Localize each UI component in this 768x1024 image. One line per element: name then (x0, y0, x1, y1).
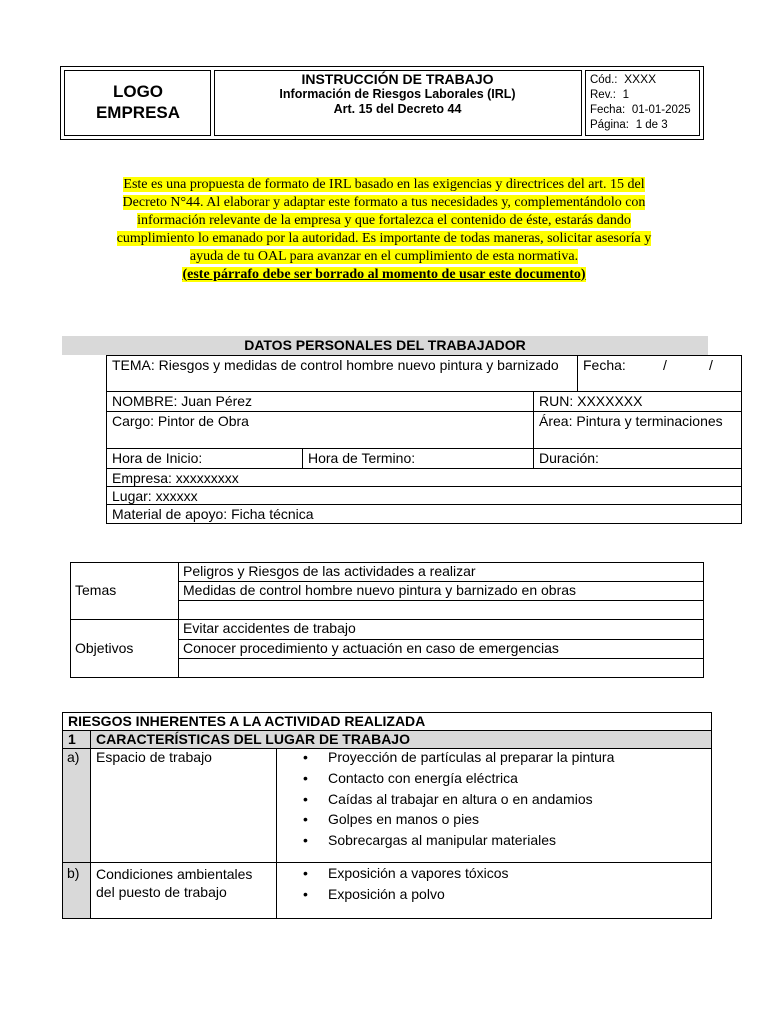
notice-text: Este es una propuesta de formato de IRL basado en las exigencias y directrices del art. 15 del Decreto N°44. Al elaborar y adaptar este formato a tus necesidades y, complementándolo con información relevante de la empresa y que fortalezca el contenido de éste, estarás dando cumplimiento lo emanado por la autoridad. Es importante de todas maneras, solicitar asesoría y ayuda de tu OAL para avanzar en el cumplimiento de esta normativa. (116, 177, 652, 264)
pagina-label: Página: (590, 119, 630, 131)
datos-personales-title: DATOS PERSONALES DEL TRABAJADOR (62, 336, 708, 355)
empresa-cell: Empresa: xxxxxxxxx (106, 468, 742, 487)
run-cell: RUN: XXXXXXX (533, 391, 742, 412)
section-title: CARACTERÍSTICAS DEL LUGAR DE TRABAJO (90, 730, 712, 749)
rev-label: Rev.: (590, 89, 616, 101)
rev-value: 1 (622, 89, 630, 101)
temas-item-2: Medidas de control hombre nuevo pintura y barnizado en obras (178, 581, 704, 601)
area-cell: Área: Pintura y terminaciones (533, 411, 742, 449)
row-a-risk-list (277, 749, 711, 853)
date-separator-2: / (709, 357, 713, 373)
risk-item: • Contacto con energía eléctrica (277, 770, 711, 791)
row-b-risks (276, 862, 712, 919)
lugar-cell: Lugar: xxxxxx (106, 486, 742, 505)
temas-item-3 (178, 600, 704, 620)
instructions-notice (108, 176, 660, 284)
temas-item-1: Peligros y Riesgos de las actividades a realizar (178, 562, 704, 582)
title-line-1: INSTRUCCIÓN DE TRABAJO (301, 71, 494, 87)
row-b-risk-list (277, 865, 711, 907)
document-title (214, 72, 581, 117)
document-metadata (590, 72, 691, 132)
objetivos-item-2: Conocer procedimiento y actuación en caso de emergencias (178, 639, 704, 659)
riesgos-title: RIESGOS INHERENTES A LA ACTIVIDAD REALIZADA (62, 712, 712, 731)
row-a-risks (276, 748, 712, 863)
risk-item: • Sobrecargas al manipular materiales (277, 832, 711, 853)
cod-value: XXXX (624, 72, 657, 86)
title-line-2: Información de Riesgos Laborales (IRL) (279, 87, 516, 101)
hora-inicio-cell: Hora de Inicio: (106, 448, 303, 469)
row-b-letter: b) (62, 862, 91, 919)
tema-cell: TEMA: Riesgos y medidas de control hombre nuevo pintura y barnizado (106, 355, 578, 392)
title-line-3: Art. 15 del Decreto 44 (333, 102, 462, 116)
date-separator-1: / (663, 357, 667, 373)
row-a-letter: a) (62, 748, 91, 863)
section-number: 1 (62, 730, 91, 749)
risk-item: • Caídas al trabajar en altura o en andamios (277, 791, 711, 812)
row-a-label: Espacio de trabajo (90, 748, 277, 863)
cod-label: Cód.: (590, 74, 618, 86)
header-divider-right (581, 70, 586, 136)
material-cell: Material de apoyo: Ficha técnica (106, 504, 742, 524)
risk-item: • Exposición a vapores tóxicos (277, 865, 711, 886)
risk-item: • Golpes en manos o pies (277, 811, 711, 832)
pagina-value: 1 de 3 (635, 119, 668, 131)
fecha-value: 01-01-2025 (631, 104, 691, 116)
fecha-cell-label: Fecha: (583, 357, 626, 373)
objetivos-item-3 (178, 658, 704, 678)
hora-termino-cell: Hora de Termino: (302, 448, 534, 469)
notice-warning: (este párrafo debe ser borrado al momento de usar este documento) (182, 267, 586, 282)
company-logo-placeholder (65, 81, 211, 123)
temas-label-cell: Temas (70, 562, 179, 620)
risk-item: • Proyección de partículas al preparar la pintura (277, 749, 711, 770)
row-b-label: Condiciones ambientales del puesto de trabajo (90, 862, 277, 919)
logo-line-1: LOGO (112, 82, 164, 101)
document-header (60, 66, 704, 140)
objetivos-label-cell: Objetivos (70, 619, 179, 678)
fecha-label: Fecha: (590, 104, 626, 116)
cargo-cell: Cargo: Pintor de Obra (106, 411, 534, 449)
objetivos-item-1: Evitar accidentes de trabajo (178, 619, 704, 640)
fecha-cell (577, 355, 742, 392)
duracion-cell: Duración: (533, 448, 742, 469)
logo-line-2: EMPRESA (95, 103, 181, 122)
nombre-cell: NOMBRE: Juan Pérez (106, 391, 534, 412)
risk-item: • Exposición a polvo (277, 886, 711, 907)
